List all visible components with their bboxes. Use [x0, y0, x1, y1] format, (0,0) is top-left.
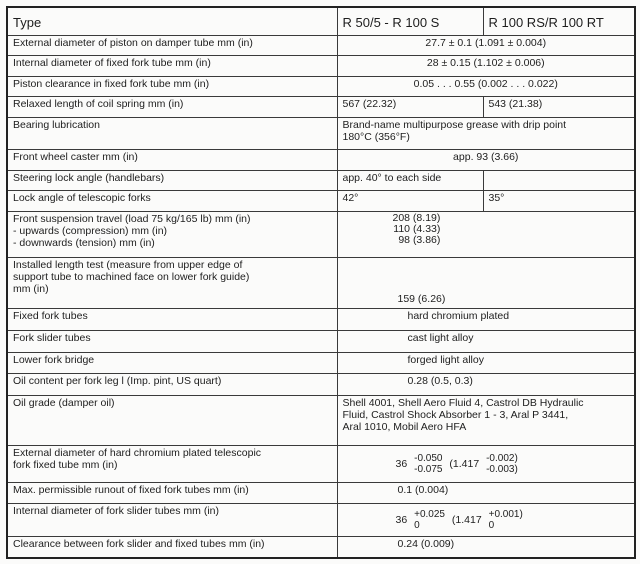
label-line: Front suspension travel (load 75 kg/165 lb) mm (in)	[13, 213, 251, 226]
row-value: hard chromium plated	[337, 309, 635, 331]
row-value-model-b: 543 (21.38)	[483, 97, 635, 118]
nominal-in: (1.417	[451, 513, 482, 526]
table-row	[7, 309, 635, 331]
value-line: 208 (8.19)	[392, 212, 441, 225]
tolerance-in	[489, 509, 523, 531]
tolerance-upper: -0.050	[414, 452, 443, 464]
row-label	[7, 257, 337, 309]
row-value: app. 40° to each side	[337, 170, 483, 191]
header-row	[7, 7, 635, 35]
label-line: fork fixed tube mm (in)	[13, 458, 118, 471]
row-label: Front wheel caster mm (in)	[7, 150, 337, 171]
row-label	[7, 445, 337, 482]
row-label: Piston clearance in fixed fork tube mm (in)	[7, 76, 337, 97]
table-row	[7, 191, 635, 212]
value-line: 110 (4.33)	[393, 223, 441, 236]
row-label: Internal diameter of fork slider tubes mm (in)	[7, 504, 337, 536]
row-label: Clearance between fork slider and fixed tubes mm (in)	[7, 536, 337, 558]
row-value: cast light alloy	[337, 331, 635, 353]
row-value: 0.05 . . . 0.55 (0.002 . . . 0.022)	[337, 76, 635, 97]
value-line: Shell 4001, Shell Aero Fluid 4, Castrol DB Hydraulic	[342, 397, 584, 410]
row-value-model-a: 567 (22.32)	[337, 97, 483, 118]
value-line: 180°C (356°F)	[342, 130, 410, 143]
row-value: 0.28 (0.5, 0.3)	[337, 374, 635, 396]
value-line: Brand-name multipurpose grease with drip point	[342, 118, 567, 131]
value-text: 159 (6.26)	[397, 293, 446, 306]
table-row	[7, 76, 635, 97]
label-line: Installed length test (measure from upper edge of	[13, 258, 243, 271]
tolerance-lower: 0	[488, 519, 495, 531]
tolerance-mm	[414, 453, 442, 475]
tolerance-mm	[414, 509, 445, 531]
tolerance-upper: +0.025	[414, 508, 445, 520]
tolerance-in	[486, 453, 518, 475]
header-model-b: R 100 RS/R 100 RT	[483, 7, 635, 35]
label-line: - downwards (tension) mm (in)	[13, 237, 155, 250]
tolerance-upper: +0.001)	[488, 508, 523, 520]
table-row	[7, 396, 635, 446]
row-value-empty	[483, 170, 635, 191]
table-row	[7, 445, 635, 482]
table-row	[7, 374, 635, 396]
row-value-model-b: 35°	[483, 191, 635, 212]
row-value	[337, 117, 635, 149]
row-value	[337, 212, 635, 257]
row-label: Steering lock angle (handlebars)	[7, 170, 337, 191]
table-row	[7, 97, 635, 118]
row-label: Oil grade (damper oil)	[7, 396, 337, 446]
row-value: forged light alloy	[337, 352, 635, 374]
row-label: Internal diameter of fixed fork tube mm (in)	[7, 56, 337, 77]
table-row	[7, 212, 635, 257]
value-line: 98 (3.86)	[398, 234, 441, 247]
row-label	[7, 212, 337, 257]
tolerance-lower: 0	[414, 519, 420, 531]
value-line: Fluid, Castrol Shock Absorber 1 - 3, Aral P 3441,	[342, 409, 569, 422]
table-row	[7, 482, 635, 504]
row-value: 0.1 (0.004)	[337, 482, 635, 504]
table-row	[7, 35, 635, 56]
table-row	[7, 536, 635, 558]
label-line: - upwards (compression) mm (in)	[13, 225, 168, 238]
travel-values	[393, 213, 441, 246]
row-value	[337, 396, 635, 446]
nominal-mm: 36	[395, 513, 408, 526]
table-row	[7, 117, 635, 149]
table-row	[7, 257, 635, 309]
table-row	[7, 56, 635, 77]
table-row	[7, 352, 635, 374]
table-row	[7, 504, 635, 536]
row-label: Relaxed length of coil spring mm (in)	[7, 97, 337, 118]
row-label: Bearing lubrication	[7, 117, 337, 149]
header-type: Type	[7, 7, 337, 35]
row-value-model-a: 42°	[337, 191, 483, 212]
row-value	[337, 504, 635, 536]
table-row	[7, 150, 635, 171]
row-value: 28 ± 0.15 (1.102 ± 0.006)	[337, 56, 635, 77]
row-value: 0.24 (0.009)	[337, 536, 635, 558]
row-value	[337, 257, 635, 309]
fork-spec-table	[6, 6, 636, 559]
row-label: Max. permissible runout of fixed fork tubes mm (in)	[7, 482, 337, 504]
table-row	[7, 170, 635, 191]
nominal-mm: 36	[395, 457, 408, 470]
row-value: app. 93 (3.66)	[337, 150, 635, 171]
tolerance-lower: -0.003)	[486, 463, 518, 475]
row-label: Fork slider tubes	[7, 331, 337, 353]
label-line: mm (in)	[13, 282, 49, 295]
row-label: Oil content per fork leg l (Imp. pint, US quart)	[7, 374, 337, 396]
row-label: External diameter of piston on damper tube mm (in)	[7, 35, 337, 56]
nominal-in: (1.417	[449, 457, 480, 470]
tolerance-upper: -0.002)	[486, 452, 518, 464]
row-label: Fixed fork tubes	[7, 309, 337, 331]
header-model-a: R 50/5 - R 100 S	[337, 7, 483, 35]
tolerance-lower: -0.075	[414, 463, 443, 475]
table-row	[7, 331, 635, 353]
label-line: External diameter of hard chromium plated telescopic	[13, 446, 262, 459]
label-line: support tube to machined face on lower fork guide)	[13, 270, 250, 283]
row-value	[337, 445, 635, 482]
row-label: Lower fork bridge	[7, 352, 337, 374]
value-line: Aral 1010, Mobil Aero HFA	[342, 421, 467, 434]
row-label: Lock angle of telescopic forks	[7, 191, 337, 212]
row-value: 27.7 ± 0.1 (1.091 ± 0.004)	[337, 35, 635, 56]
